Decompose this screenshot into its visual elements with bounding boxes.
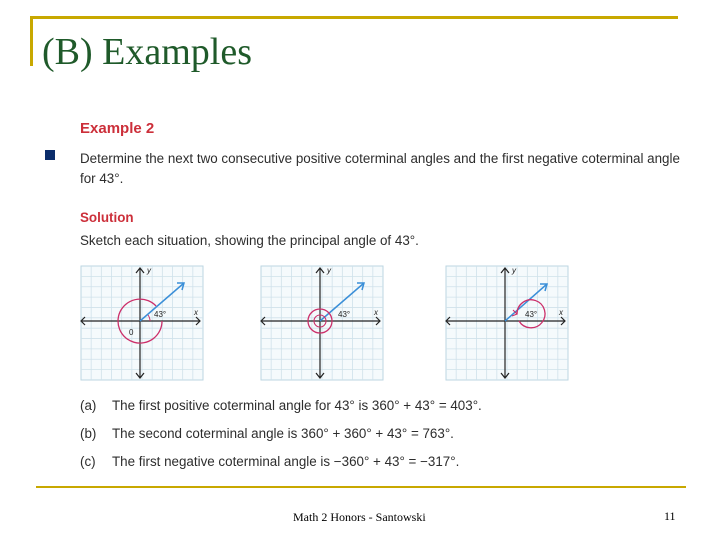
y-axis-label: y [327,266,331,275]
y-axis-label: y [147,266,151,275]
answer-text: The second coterminal angle is 360° + 360° + 43° = 763°. [112,426,454,441]
angle-label: 43° [338,310,351,319]
answer-b [80,426,454,441]
solution-intro: Sketch each situation, showing the principal angle of 43°. [80,233,419,248]
footer-text: Math 2 Honors - Santowski [293,510,426,524]
answer-text: The first negative coterminal angle is −360° + 43° = −317°. [112,454,460,469]
y-axis-label: y [512,266,516,275]
slide-title: (B) Examples [42,31,253,73]
title-frame-left-line [30,16,33,66]
x-axis-label: x [374,308,378,317]
answer-letter: (a) [80,398,97,413]
answer-letter: (c) [80,454,96,469]
footer-divider-line [36,486,686,488]
x-axis-label: x [559,308,563,317]
answer-a [80,398,482,413]
angle-label: 43° [154,310,167,319]
solution-heading: Solution [80,210,134,225]
coterminal-sketch-403 [80,265,204,381]
title-frame-top-line [30,16,678,19]
graph-grid [446,266,568,380]
origin-label: 0 [129,328,134,337]
coterminal-sketch-763 [260,265,384,381]
x-axis-label: x [194,308,198,317]
problem-statement: Determine the next two consecutive positive coterminal angles and the first negative coterminal angle for 43°. [80,151,680,186]
coterminal-sketch-negative-317 [445,265,569,381]
example-heading: Example 2 [80,120,155,137]
answer-letter: (b) [80,426,97,441]
angle-label: 43° [525,310,538,319]
page-number: 11 [664,509,676,523]
answer-c [80,454,459,469]
answer-text: The first positive coterminal angle for 43° is 360° + 43° = 403°. [112,398,482,413]
bullet-square-icon [45,150,55,160]
